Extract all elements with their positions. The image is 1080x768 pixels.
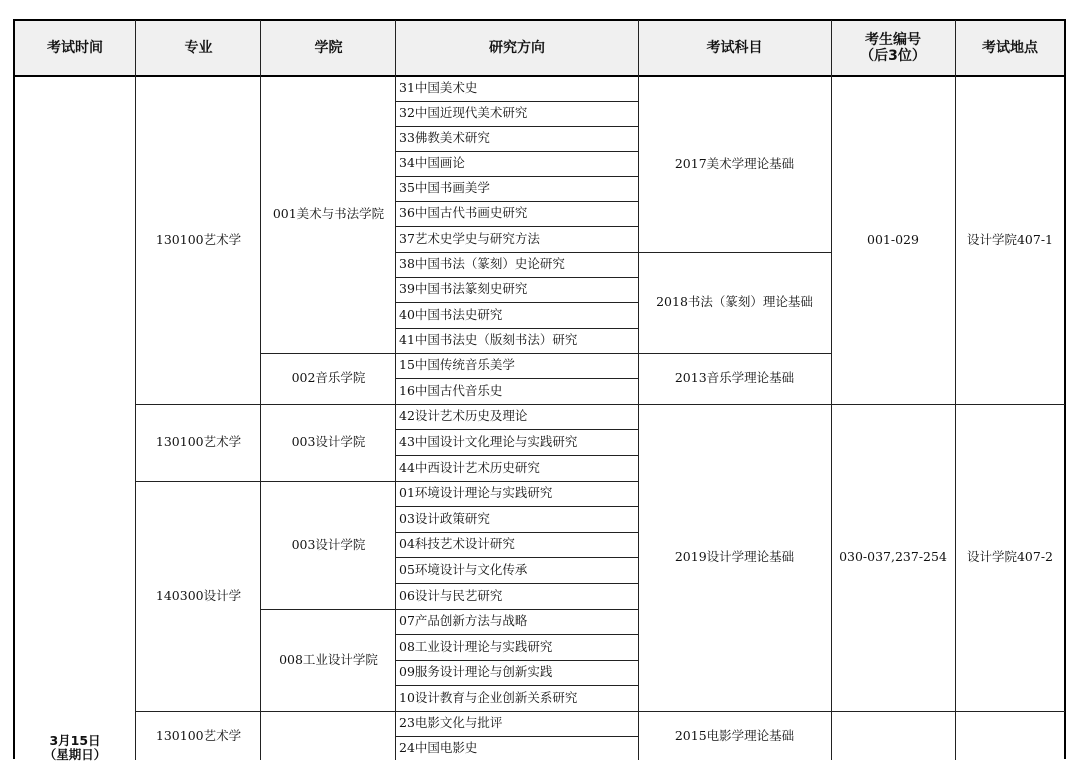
direction-divider [395, 685, 639, 686]
direction-row: 08工业设计理论与实践研究 [399, 638, 553, 654]
major-cell: 130100艺术学 [155, 727, 242, 743]
row-divider [135, 711, 1065, 712]
direction-row: 03设计政策研究 [399, 510, 490, 526]
subject-cell: 2018书法（篆刻）理论基础 [656, 294, 813, 310]
table-border [13, 19, 15, 759]
column-divider [831, 20, 832, 760]
table-border [13, 19, 1066, 21]
college-cell: 008工业设计学院 [279, 651, 378, 667]
column-divider [638, 20, 639, 760]
header-major: 专业 [136, 20, 261, 76]
subject-cell: 2015电影学理论基础 [674, 727, 795, 743]
college-cell: 001美术与书法学院 [272, 206, 385, 222]
direction-divider [395, 176, 639, 177]
location-cell: 设计学院407-2 [966, 549, 1054, 565]
direction-divider [395, 660, 639, 661]
direction-row: 15中国传统音乐美学 [399, 357, 515, 373]
direction-divider [395, 378, 639, 379]
direction-divider [395, 277, 639, 278]
direction-row: 16中国古代音乐史 [399, 382, 503, 398]
header-bottom-border [13, 75, 1066, 77]
header-college: 学院 [261, 20, 396, 76]
major-cell: 140300设计学 [155, 587, 242, 603]
direction-divider [395, 252, 639, 253]
direction-row: 24中国电影史 [399, 740, 478, 756]
direction-divider [395, 201, 639, 202]
row-divider [260, 609, 639, 610]
column-divider [260, 20, 261, 760]
direction-row: 34中国画论 [399, 155, 465, 171]
direction-row: 06设计与民艺研究 [399, 587, 503, 603]
direction-row: 09服务设计理论与创新实践 [399, 664, 553, 680]
header-examinee-number: 考生编号 （后3位） [831, 20, 955, 76]
direction-row: 01环境设计理论与实践研究 [399, 485, 553, 501]
direction-row: 07产品创新方法与战略 [399, 613, 528, 629]
direction-row: 39中国书法篆刻史研究 [399, 281, 528, 297]
direction-divider [395, 101, 639, 102]
row-divider [260, 353, 639, 354]
direction-divider [395, 302, 639, 303]
direction-row: 23电影文化与批评 [399, 715, 503, 731]
direction-row: 43中国设计文化理论与实践研究 [399, 433, 578, 449]
direction-divider [395, 557, 639, 558]
row-divider [638, 353, 831, 354]
direction-divider [395, 583, 639, 584]
direction-divider [395, 429, 639, 430]
direction-row: 32中国近现代美术研究 [399, 105, 528, 121]
direction-row: 04科技艺术设计研究 [399, 536, 515, 552]
college-cell: 003设计学院 [291, 536, 366, 552]
direction-divider [395, 736, 639, 737]
examinee-number-cell: 030-037,237-254 [839, 549, 947, 565]
location-cell: 设计学院407-1 [966, 231, 1054, 247]
direction-row: 10设计教育与企业创新关系研究 [399, 689, 578, 705]
header-research-direction: 研究方向 [396, 20, 638, 76]
header-exam-subject: 考试科目 [638, 20, 831, 76]
examinee-number-cell: 001-029 [867, 231, 919, 247]
college-cell: 002音乐学院 [291, 370, 366, 386]
header-exam-time: 考试时间 [14, 20, 136, 76]
row-divider [135, 404, 1065, 405]
direction-divider [395, 455, 639, 456]
direction-row: 05环境设计与文化传承 [399, 561, 528, 577]
header-exam-location: 考试地点 [955, 20, 1065, 76]
subject-cell: 2017美术学理论基础 [674, 155, 795, 171]
direction-row: 40中国书法史研究 [399, 306, 503, 322]
college-cell: 003设计学院 [291, 434, 366, 450]
direction-divider [395, 532, 639, 533]
direction-divider [395, 634, 639, 635]
row-divider [135, 481, 639, 482]
direction-divider [395, 506, 639, 507]
direction-row: 38中国书法（篆刻）史论研究 [399, 256, 565, 272]
major-cell: 130100艺术学 [155, 434, 242, 450]
direction-row: 36中国古代书画史研究 [399, 205, 528, 221]
row-divider [638, 252, 831, 253]
direction-row: 44中西设计艺术历史研究 [399, 459, 540, 475]
major-cell: 130100艺术学 [155, 231, 242, 247]
direction-row: 35中国书画美学 [399, 180, 490, 196]
direction-divider [395, 151, 639, 152]
column-divider [395, 20, 396, 760]
direction-divider [395, 126, 639, 127]
direction-divider [395, 328, 639, 329]
direction-row: 41中国书法史（版刻书法）研究 [399, 332, 578, 348]
direction-row: 42设计艺术历史及理论 [399, 408, 528, 424]
direction-row: 37艺术史学史与研究方法 [399, 230, 540, 246]
exam-date: 3月15日 （星期日） [43, 732, 107, 762]
subject-cell: 2013音乐学理论基础 [674, 370, 795, 386]
direction-divider [395, 226, 639, 227]
subject-cell: 2019设计学理论基础 [674, 549, 795, 565]
column-divider [955, 20, 956, 760]
table-border [1064, 19, 1066, 759]
direction-row: 33佛教美术研究 [399, 130, 490, 146]
column-divider [135, 20, 136, 760]
direction-row: 31中国美术史 [399, 80, 478, 96]
